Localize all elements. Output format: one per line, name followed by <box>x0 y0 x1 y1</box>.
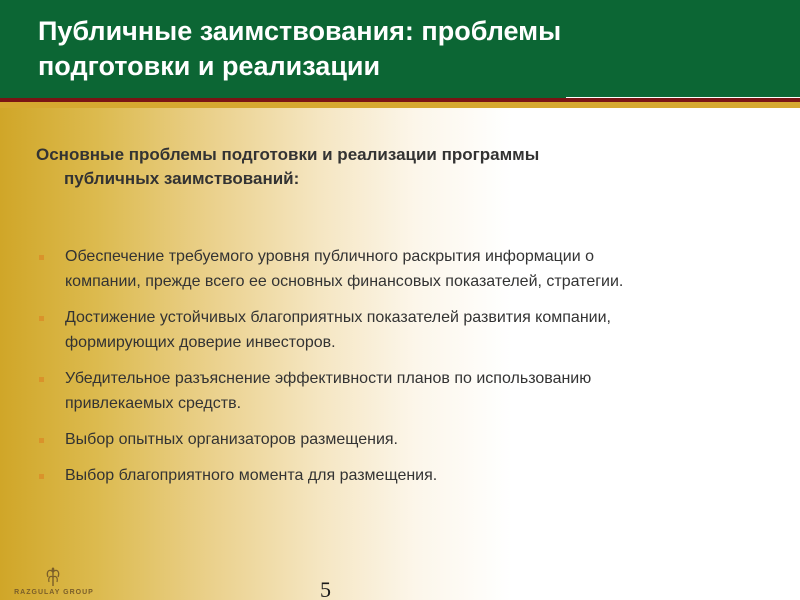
divider-highlight-line <box>566 97 800 98</box>
section-heading <box>36 143 736 191</box>
square-bullet-icon <box>39 474 44 479</box>
bullet-text <box>65 366 778 416</box>
bullet-line: формирующих доверие инвесторов. <box>65 334 336 351</box>
bullet-line: Обеспечение требуемого уровня публичного раскрытия информации о <box>65 248 595 265</box>
bullet-item <box>38 427 778 452</box>
slide-title-line-2: подготовки и реализации <box>38 51 381 81</box>
bullet-line: Убедительное разъяснение эффективности планов по использованию <box>65 370 592 387</box>
slide-title <box>38 14 778 84</box>
bullet-line: Достижение устойчивых благоприятных показателей развития компании, <box>65 309 611 326</box>
company-logo <box>4 562 104 600</box>
section-heading-line-1: Основные проблемы подготовки и реализации программы <box>36 145 540 164</box>
bullet-text <box>65 463 778 488</box>
bullet-line: привлекаемых средств. <box>65 395 242 412</box>
bullet-item <box>38 305 778 355</box>
square-bullet-icon <box>39 255 44 260</box>
section-heading-line-2: публичных заимствований: <box>64 169 300 188</box>
bullet-line: Выбор благоприятного момента для размещения. <box>65 467 438 484</box>
bullet-line: компании, прежде всего ее основных финансовых показателей, стратегии. <box>65 273 624 290</box>
bullet-item <box>38 463 778 488</box>
bullet-text <box>65 427 778 452</box>
slide-title-line-1: Публичные заимствования: проблемы <box>38 16 562 46</box>
bullet-item <box>38 366 778 416</box>
bullet-item <box>38 244 778 294</box>
wheat-emblem-icon <box>42 566 64 588</box>
logo-wordmark: RAZGULAY GROUP <box>14 589 94 596</box>
header-bar <box>0 0 800 98</box>
bullet-list <box>38 244 778 499</box>
divider-gold-band <box>0 102 800 108</box>
square-bullet-icon <box>39 316 44 321</box>
square-bullet-icon <box>39 377 44 382</box>
page-number: 5 <box>320 577 331 600</box>
bullet-line: Выбор опытных организаторов размещения. <box>65 431 398 448</box>
bullet-text <box>65 305 778 355</box>
square-bullet-icon <box>39 438 44 443</box>
bullet-text <box>65 244 778 294</box>
